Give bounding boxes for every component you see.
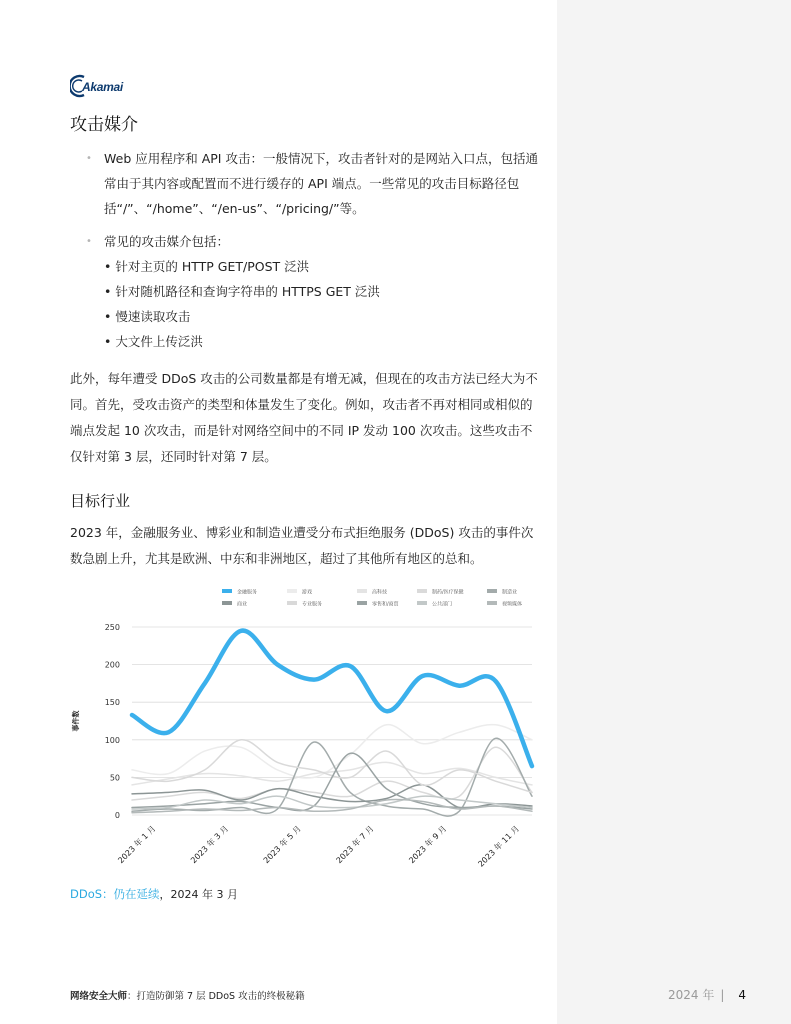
bullet-item: • Web 应用程序和 API 攻击：一般情况下，攻击者针对的是网站入口点，包括通常由于其内容或配置而不进行缓存的 API 端点。一些常见的攻击目标路径包括“/”、“/home”、“/en-us”、“/pricing/”等。 (86, 146, 546, 221)
sub-item: • 针对主页的 HTTP GET/POST 泛洪 (104, 259, 310, 274)
legend-label: 制药/医疗保健 (432, 589, 464, 596)
footer-page-info (668, 986, 746, 1003)
legend-label: 公共部门 (432, 601, 453, 608)
side-panel (557, 0, 791, 1024)
y-tick-label: 150 (104, 698, 120, 708)
legend-swatch (487, 589, 497, 593)
sub-item: • 慢速读取攻击 (104, 309, 191, 324)
series-line (132, 762, 532, 785)
legend-label: 视频媒体 (502, 601, 523, 608)
x-tick-label: 2023 年 3 月 (189, 824, 231, 866)
legend-label: 零售和/商贸 (372, 601, 399, 608)
footer-brand: 网络安全大师 (70, 991, 128, 1002)
sub-list (104, 254, 546, 354)
x-tick-label: 2023 年 9 月 (407, 824, 449, 866)
y-tick-label: 0 (114, 811, 120, 820)
y-tick-label: 200 (104, 660, 120, 670)
legend-swatch (487, 601, 497, 605)
footer-year: 2024 年 (668, 988, 715, 1002)
section-title-target-industries: 目标行业 (70, 492, 131, 510)
bullet-list (86, 146, 546, 354)
chart-caption (70, 886, 238, 902)
akamai-logo (70, 74, 130, 98)
logo-text: Akamai (82, 80, 123, 94)
series-line (132, 631, 532, 767)
legend-swatch (357, 589, 367, 593)
legend-label: 制造业 (502, 589, 518, 596)
footer-subtitle: ：打造防御第 7 层 DDoS 攻击的终极秘籍 (127, 991, 305, 1002)
legend-swatch (222, 601, 232, 605)
legend-swatch (417, 601, 427, 605)
body-paragraph: 2023 年，金融服务业、博彩业和制造业遭受分布式拒绝服务 (DDoS) 攻击的事件次数急剧上升，尤其是欧洲、中东和非洲地区，超过了其他所有地区的总和。 (70, 525, 534, 566)
legend-label: 金融服务 (237, 589, 258, 596)
y-tick-label: 50 (109, 773, 120, 783)
line-chart (70, 582, 540, 882)
legend-swatch (357, 601, 367, 605)
sub-item: • 大文件上传泛洪 (104, 334, 203, 349)
x-tick-label: 2023 年 11 月 (476, 824, 522, 869)
legend-swatch (222, 589, 232, 593)
bullet-item-label: • 常见的攻击媒介包括： (104, 234, 230, 249)
legend-label: 专业服务 (302, 601, 323, 608)
section-title-attack-vectors: 攻击媒介 (70, 115, 138, 135)
legend-swatch (287, 601, 297, 605)
sub-item: • 针对随机路径和查询字符串的 HTTPS GET 泛洪 (104, 284, 380, 299)
caption-date: ，2024 年 3 月 (159, 888, 239, 901)
legend-swatch (417, 589, 427, 593)
chart-svg (70, 582, 540, 882)
x-tick-label: 2023 年 7 月 (334, 824, 376, 866)
body-paragraph: 此外，每年遭受 DDoS 攻击的公司数量都是有增无减，但现在的攻击方法已经大为不同。首先，受攻击资产的类型和体量发生了变化。例如，攻击者不再对相同或相似的端点发起 10 次攻击，而是针对网络空间中的不同 IP 发动 100 次攻击。这些攻击不仅针对第 3 层，还同时针对第 7 层。 (70, 371, 538, 464)
bullet-item (86, 229, 546, 354)
series-line (132, 747, 532, 800)
x-tick-label: 2023 年 1 月 (116, 824, 158, 866)
y-tick-label: 250 (104, 623, 120, 632)
legend-label: 游戏 (302, 589, 313, 596)
footer-separator: | (720, 988, 725, 1002)
page-number: 4 (738, 988, 747, 1002)
legend-swatch (287, 589, 297, 593)
legend-label: 高科技 (372, 589, 388, 596)
y-tick-label: 100 (104, 735, 120, 745)
source-link[interactable]: DDoS：仍在延续 (70, 887, 160, 901)
legend-label: 商业 (237, 601, 248, 608)
footer-title (70, 988, 305, 1002)
y-axis-label: 事件数 (72, 710, 80, 732)
x-tick-label: 2023 年 5 月 (261, 824, 303, 866)
